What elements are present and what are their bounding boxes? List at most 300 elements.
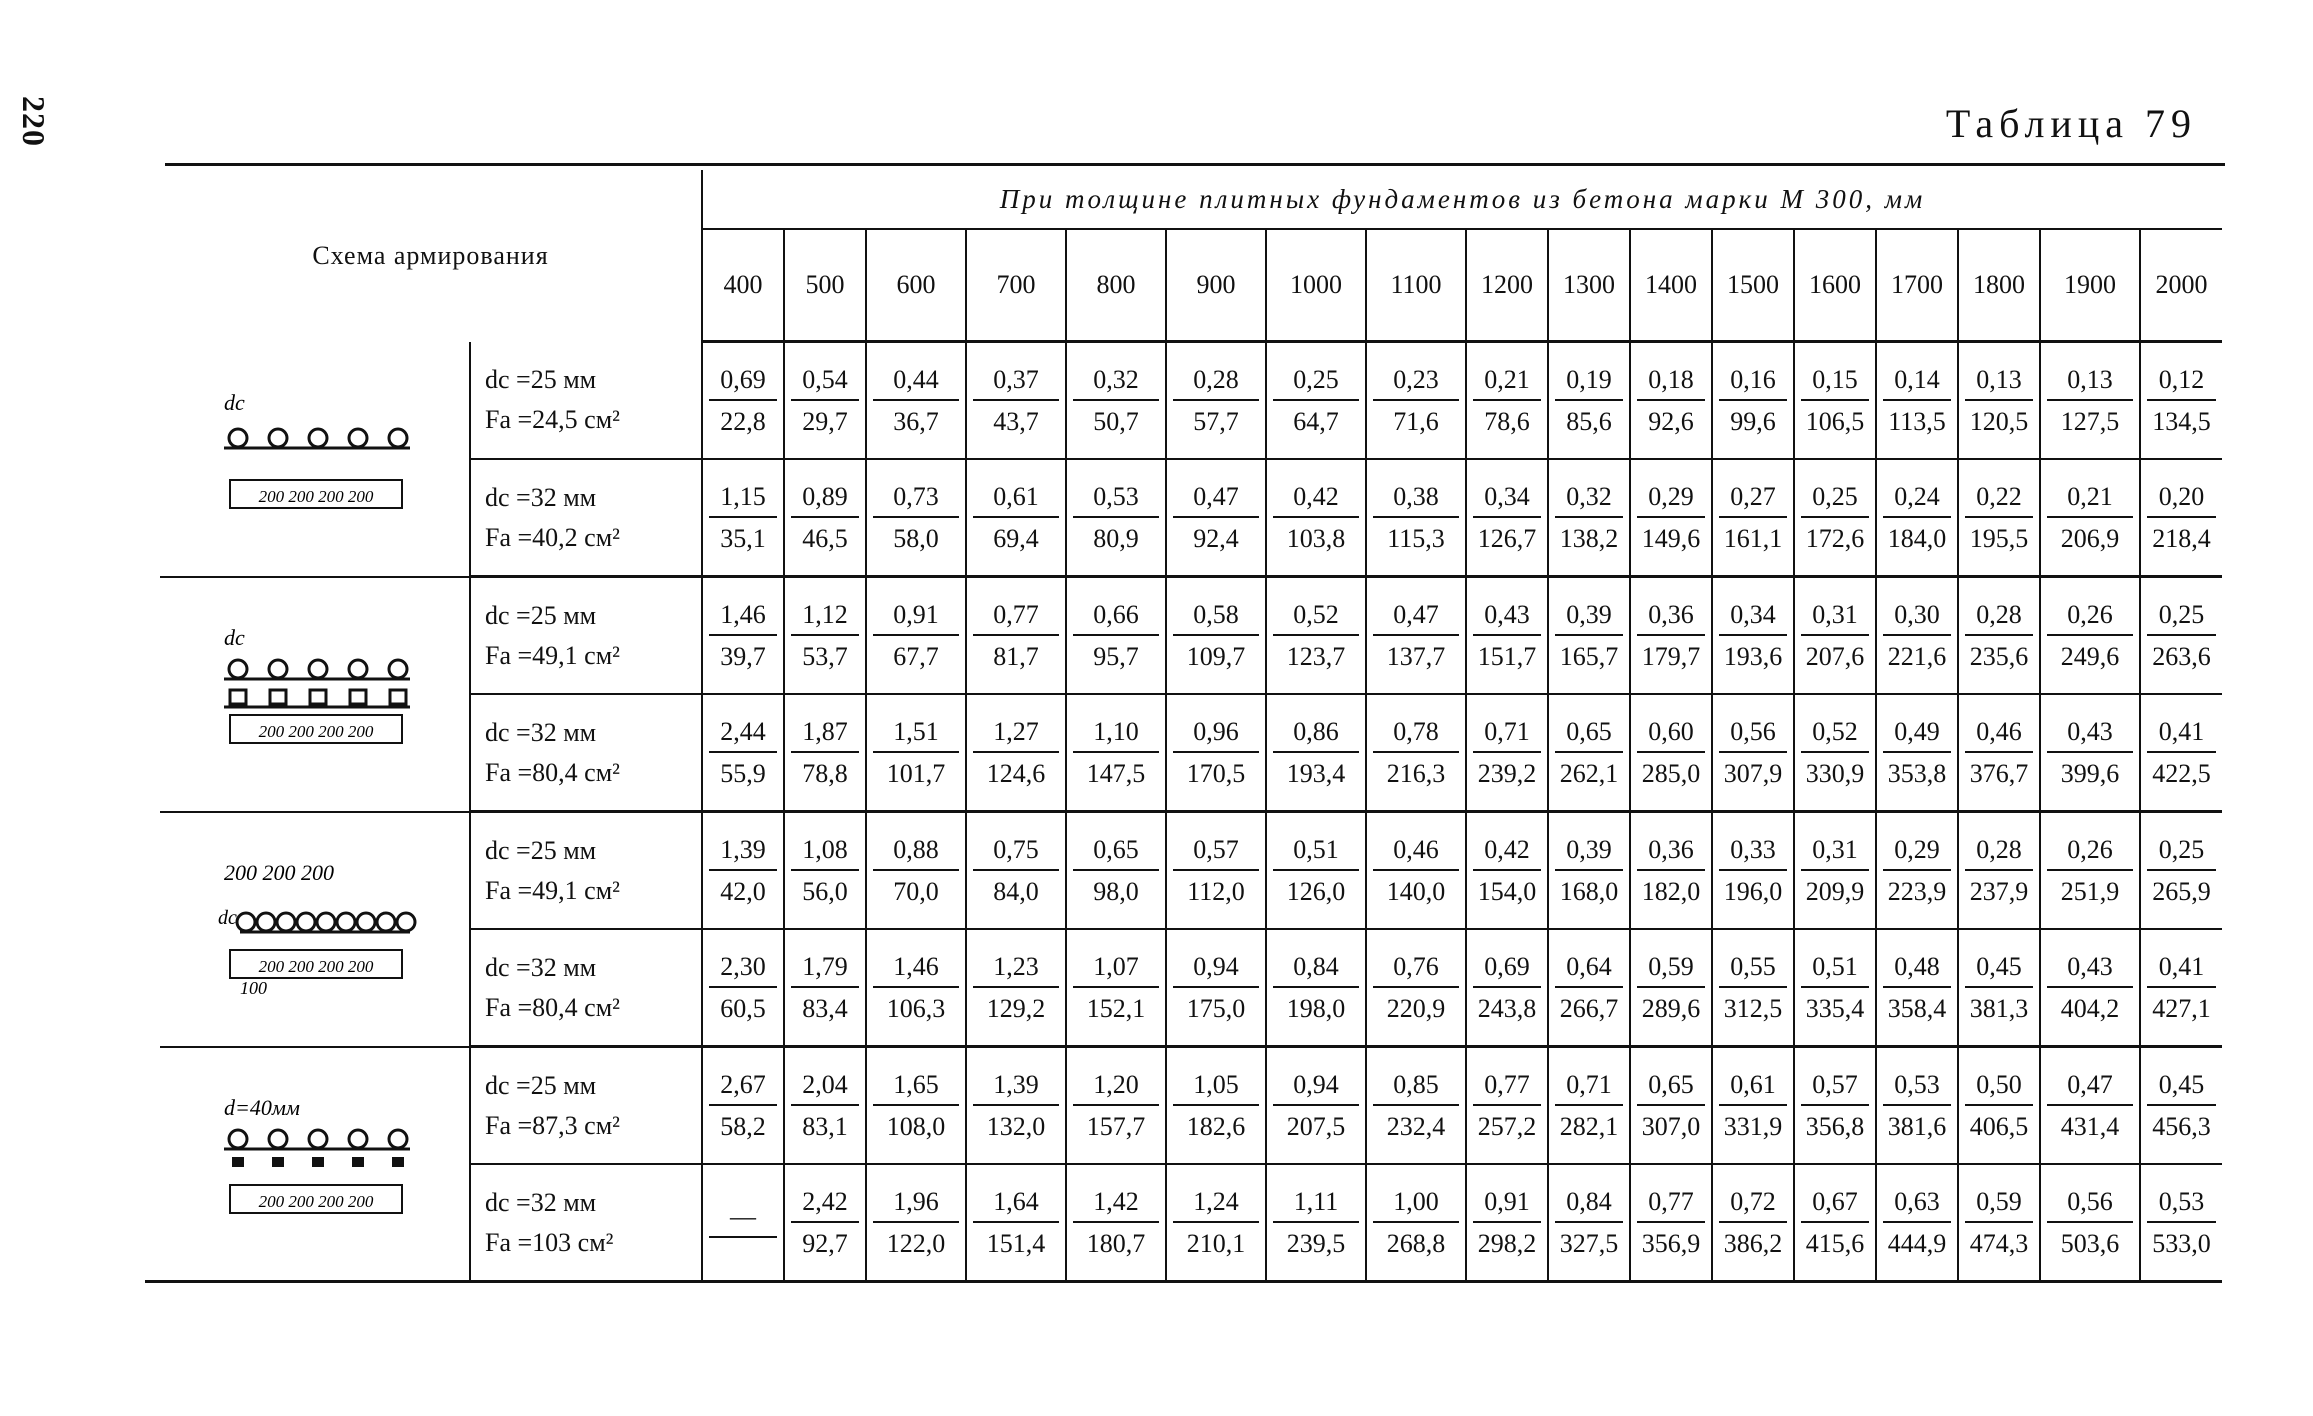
sketch-cell [160,577,470,812]
value-cell [1958,1047,2040,1165]
ratio-value: 0,91 [873,600,959,636]
ratio-value: 0,41 [2147,952,2216,988]
ratio-value: 0,67 [1801,1187,1869,1223]
ratio-value: 1,05 [1173,1070,1259,1106]
reinforcement-sketch-icon [210,1089,420,1239]
column-header: 1500 [1712,229,1794,342]
ratio-value: 0,59 [1637,952,1705,988]
ratio-value: 0,47 [1173,482,1259,518]
ratio-value: 0,86 [1273,717,1359,753]
moment-value: 356,9 [1641,1228,1701,1258]
value-cell [1266,812,1366,930]
value-cell [784,812,866,930]
value-cell [1548,1047,1630,1165]
value-cell [1166,694,1266,812]
column-header: 1700 [1876,229,1958,342]
ratio-value: 0,23 [1373,365,1459,401]
steel-area: Fa =80,4 см² [485,757,620,787]
value-cell [1876,342,1958,460]
moment-value: 39,7 [720,641,766,671]
value-cell [2140,1164,2222,1282]
ratio-value: 0,31 [1801,600,1869,636]
ratio-value: 0,61 [973,482,1059,518]
row-label [470,812,702,930]
ratio-value: 0,28 [1965,600,2033,636]
value-cell [1366,694,1466,812]
value-cell [1958,812,2040,930]
ratio-value: 0,42 [1273,482,1359,518]
moment-value: 35,1 [720,523,766,553]
moment-value: 239,5 [1286,1228,1346,1258]
ratio-value: 0,32 [1073,365,1159,401]
value-cell [1712,1164,1794,1282]
ratio-value: 0,25 [2147,600,2216,636]
value-cell [2140,812,2222,930]
value-cell [1958,342,2040,460]
ratio-value: 1,11 [1273,1187,1359,1223]
ratio-value: 0,53 [1073,482,1159,518]
thickness-header: При толщине плитных фундаментов из бетона марки М 300, мм [702,170,2222,229]
value-cell [784,1164,866,1282]
moment-value: 285,0 [1641,758,1701,788]
moment-value: 218,4 [2152,523,2211,553]
moment-value: 42,0 [720,876,766,906]
value-cell [2140,577,2222,695]
value-cell [1066,342,1166,460]
ratio-value: 0,91 [1473,1187,1541,1223]
ratio-value: 0,15 [1801,365,1869,401]
moment-value: 307,9 [1723,758,1783,788]
ratio-value: 0,39 [1555,600,1623,636]
moment-value: 533,0 [2152,1228,2211,1258]
moment-value: 386,2 [1723,1228,1783,1258]
moment-value: 53,7 [802,641,848,671]
steel-area: Fa =49,1 см² [485,875,620,905]
moment-value: 101,7 [886,758,946,788]
value-cell [1794,929,1876,1047]
value-cell [1266,929,1366,1047]
moment-value: 126,0 [1286,876,1346,906]
moment-value: 106,5 [1805,406,1865,436]
ratio-value: 0,49 [1883,717,1951,753]
value-cell [702,929,784,1047]
moment-value: 55,9 [720,758,766,788]
moment-value: 335,4 [1805,993,1865,1023]
value-cell [1712,812,1794,930]
ratio-value: 1,07 [1073,952,1159,988]
moment-value: 124,6 [986,758,1046,788]
moment-value: 266,7 [1559,993,1619,1023]
moment-value: 193,4 [1286,758,1346,788]
moment-value: 29,7 [802,406,848,436]
ratio-value: 1,24 [1173,1187,1259,1223]
moment-value: 206,9 [2060,523,2120,553]
ratio-value: 1,39 [973,1070,1059,1106]
svg-text:100: 100 [239,978,267,998]
moment-value: 243,8 [1477,993,1537,1023]
column-header: 800 [1066,229,1166,342]
value-cell [1958,694,2040,812]
value-cell [1466,1164,1548,1282]
ratio-value: 0,32 [1555,482,1623,518]
ratio-value: 0,13 [1965,365,2033,401]
moment-value: 251,9 [2060,876,2120,906]
column-header: 900 [1166,229,1266,342]
moment-value: 182,0 [1641,876,1701,906]
column-header: 1000 [1266,229,1366,342]
moment-value: 98,0 [1093,876,1139,906]
value-cell [1630,577,1712,695]
sketch-label: 200 200 200 [223,860,334,885]
value-cell [1266,1164,1366,1282]
value-cell [1876,812,1958,930]
moment-value: 126,7 [1477,523,1537,553]
ratio-value: 0,47 [2047,1070,2133,1106]
ratio-value: 0,55 [1719,952,1787,988]
moment-value: 179,7 [1641,641,1701,671]
value-cell [2040,459,2140,577]
moment-value: 129,2 [986,993,1046,1023]
ratio-value: 1,23 [973,952,1059,988]
moment-value: 209,9 [1805,876,1865,906]
moment-value: 263,6 [2152,641,2211,671]
bar-diameter: dc =25 мм [485,600,597,630]
moment-value: 132,0 [986,1111,1046,1141]
value-cell [1366,929,1466,1047]
svg-text:200 200 200 200: 200 200 200 200 [258,957,373,976]
value-cell [866,1047,966,1165]
moment-value: 223,9 [1887,876,1947,906]
value-cell [1266,1047,1366,1165]
ratio-value: 0,64 [1555,952,1623,988]
steel-area: Fa =87,3 см² [485,1110,620,1140]
moment-value: 122,0 [886,1228,946,1258]
column-header: 1600 [1794,229,1876,342]
reinforcement-sketch-icon [210,854,420,1004]
value-cell [966,459,1066,577]
moment-value: 422,5 [2152,758,2211,788]
ratio-value: 0,58 [1173,600,1259,636]
ratio-value: 0,73 [873,482,959,518]
value-cell [1366,1047,1466,1165]
value-cell [1166,1047,1266,1165]
value-cell [784,459,866,577]
moment-value: 92,4 [1193,523,1239,553]
ratio-value: 0,20 [2147,482,2216,518]
column-header: 1800 [1958,229,2040,342]
moment-value: 115,3 [1387,523,1445,553]
sketch-label: dc [223,389,245,415]
value-cell [784,577,866,695]
ratio-value: 0,51 [1273,835,1359,871]
ratio-value: 0,34 [1719,600,1787,636]
column-header: 600 [866,229,966,342]
moment-value: 184,0 [1887,523,1947,553]
bar-diameter: dc =32 мм [485,1187,597,1217]
ratio-value: 0,21 [1473,365,1541,401]
ratio-value: 0,75 [973,835,1059,871]
ratio-value: 1,79 [791,952,859,988]
value-cell [1630,694,1712,812]
value-cell [784,694,866,812]
ratio-value: 0,41 [2147,717,2216,753]
ratio-value: 0,16 [1719,365,1787,401]
moment-value: 265,9 [2152,876,2211,906]
moment-value: 207,6 [1805,641,1865,671]
steel-area: Fa =24,5 см² [485,404,620,434]
value-cell [2140,1047,2222,1165]
value-cell [1266,459,1366,577]
moment-value: 221,6 [1887,641,1947,671]
value-cell [2040,694,2140,812]
value-cell [1794,459,1876,577]
value-cell [2140,929,2222,1047]
ratio-value: 0,22 [1965,482,2033,518]
ratio-value: 0,44 [873,365,959,401]
value-cell [866,812,966,930]
value-cell [1166,577,1266,695]
ratio-value: 0,12 [2147,365,2216,401]
value-cell [1548,577,1630,695]
svg-text:200 200 200 200: 200 200 200 200 [258,722,373,741]
moment-value: 237,9 [1969,876,2029,906]
value-cell [2040,1047,2140,1165]
moment-value: 103,8 [1286,523,1346,553]
ratio-value: 0,84 [1273,952,1359,988]
value-cell [1876,929,1958,1047]
ratio-value: 2,30 [709,952,777,988]
reinforcement-sketch-icon [210,384,420,534]
value-cell [1712,1047,1794,1165]
value-cell [702,1047,784,1165]
moment-value: 147,5 [1086,758,1146,788]
moment-value: 431,4 [2060,1111,2120,1141]
moment-value: 381,3 [1969,993,2029,1023]
ratio-value: 0,96 [1173,717,1259,753]
value-cell [1466,342,1548,460]
value-cell [1794,1164,1876,1282]
ratio-value: 0,13 [2047,365,2133,401]
moment-value: 415,6 [1805,1228,1865,1258]
moment-value: 503,6 [2060,1228,2120,1258]
ratio-value: 1,42 [1073,1187,1159,1223]
moment-value: 99,6 [1730,406,1776,436]
ratio-value: 0,30 [1883,600,1951,636]
scheme-header: Схема армирования [160,170,702,342]
value-cell [1794,577,1876,695]
ratio-value: 0,56 [2047,1187,2133,1223]
value-cell [1876,694,1958,812]
moment-value: 356,8 [1805,1111,1865,1141]
ratio-value: 1,96 [873,1187,959,1223]
moment-value: 95,7 [1093,641,1139,671]
moment-value: 220,9 [1386,993,1446,1023]
moment-value: 67,7 [893,641,939,671]
value-cell [1548,694,1630,812]
value-cell [966,929,1066,1047]
ratio-value: 0,65 [1637,1070,1705,1106]
moment-value: 149,6 [1641,523,1701,553]
ratio-value: 0,34 [1473,482,1541,518]
ratio-value: 0,56 [1719,717,1787,753]
value-cell [1466,929,1548,1047]
value-cell [1466,459,1548,577]
moment-value: 399,6 [2060,758,2120,788]
ratio-value: 0,29 [1883,835,1951,871]
value-cell [1066,1164,1166,1282]
ratio-value: 1,20 [1073,1070,1159,1106]
moment-value: 123,7 [1286,641,1346,671]
value-cell [1166,459,1266,577]
ratio-value: 0,31 [1801,835,1869,871]
ratio-value: 0,61 [1719,1070,1787,1106]
ratio-value: 2,67 [709,1070,777,1106]
value-cell [1876,1164,1958,1282]
ratio-value: 0,54 [791,365,859,401]
moment-value: 474,3 [1969,1228,2029,1258]
ratio-value: 0,47 [1373,600,1459,636]
moment-value: 58,2 [720,1111,766,1141]
value-cell [1794,812,1876,930]
ratio-value: 0,77 [1637,1187,1705,1223]
value-cell [1166,929,1266,1047]
ratio-value: 0,77 [1473,1070,1541,1106]
moment-value: 151,4 [986,1228,1046,1258]
reinforcement-table [160,170,2222,1283]
ratio-value: 0,45 [1965,952,2033,988]
ratio-value: 2,44 [709,717,777,753]
value-cell [1794,694,1876,812]
bar-diameter: dc =25 мм [485,835,597,865]
value-cell [1630,929,1712,1047]
ratio-value: 0,39 [1555,835,1623,871]
ratio-value: 0,60 [1637,717,1705,753]
moment-value: 137,7 [1386,641,1446,671]
value-cell [966,1164,1066,1282]
moment-value: 331,9 [1723,1111,1783,1141]
value-cell [1066,929,1166,1047]
moment-value: 154,0 [1477,876,1537,906]
moment-value: 60,5 [720,993,766,1023]
moment-value: 249,6 [2060,641,2120,671]
moment-value: 151,7 [1477,641,1537,671]
value-cell [1876,1047,1958,1165]
moment-value: 353,8 [1887,758,1947,788]
value-cell [702,812,784,930]
value-cell [1466,694,1548,812]
ratio-value: 0,36 [1637,600,1705,636]
moment-value: 257,2 [1477,1111,1537,1141]
value-cell [1712,929,1794,1047]
moment-value: 268,8 [1386,1228,1446,1258]
bar-diameter: dc =32 мм [485,952,597,982]
value-cell [2140,694,2222,812]
value-cell [866,929,966,1047]
value-cell [702,342,784,460]
ratio-value: 0,77 [973,600,1059,636]
value-cell [1958,929,2040,1047]
moment-value: 46,5 [802,523,848,553]
sketch-label: d=40мм [223,1095,300,1120]
ratio-value: 0,50 [1965,1070,2033,1106]
ratio-value: 0,63 [1883,1187,1951,1223]
ratio-value: 0,57 [1801,1070,1869,1106]
value-cell [966,342,1066,460]
moment-value: 239,2 [1477,758,1537,788]
ratio-value: 0,25 [2147,835,2216,871]
ratio-value: 0,76 [1373,952,1459,988]
moment-value: 112,0 [1187,876,1245,906]
moment-value: 195,5 [1969,523,2029,553]
ratio-value: 0,37 [973,365,1059,401]
ratio-value: 0,52 [1801,717,1869,753]
value-cell [1366,577,1466,695]
moment-value: 56,0 [802,876,848,906]
moment-value: 85,6 [1566,406,1612,436]
value-cell [1548,459,1630,577]
value-cell [1266,577,1366,695]
ratio-value: 0,24 [1883,482,1951,518]
ratio-value: 1,65 [873,1070,959,1106]
row-label [470,459,702,577]
value-cell [1548,342,1630,460]
moment-value: 444,9 [1887,1228,1947,1258]
ratio-value: 1,10 [1073,717,1159,753]
moment-value: 165,7 [1559,641,1619,671]
page-number: 220 [16,96,52,147]
moment-value: 327,5 [1559,1228,1619,1258]
moment-value: 381,6 [1887,1111,1947,1141]
moment-value: 140,0 [1386,876,1446,906]
moment-value: 157,7 [1086,1111,1146,1141]
moment-value: 330,9 [1805,758,1865,788]
value-cell [2040,1164,2140,1282]
ratio-value: 2,04 [791,1070,859,1106]
moment-value: 81,7 [993,641,1039,671]
ratio-value: 0,94 [1273,1070,1359,1106]
ratio-value: 0,65 [1073,835,1159,871]
value-cell [1366,459,1466,577]
ratio-value: 0,26 [2047,835,2133,871]
value-cell [2040,812,2140,930]
ratio-value: 0,45 [2147,1070,2216,1106]
value-cell [1066,459,1166,577]
moment-value: 120,5 [1969,406,2029,436]
steel-area: Fa =103 см² [485,1227,614,1257]
value-cell [702,694,784,812]
moment-value: 262,1 [1559,758,1619,788]
moment-value: 358,4 [1887,993,1947,1023]
value-cell [1548,929,1630,1047]
moment-value: 64,7 [1293,406,1339,436]
moment-value: 161,1 [1723,523,1783,553]
svg-text:200 200 200 200: 200 200 200 200 [258,486,373,506]
value-cell [1712,342,1794,460]
moment-value: 404,2 [2060,993,2120,1023]
value-cell [784,1047,866,1165]
value-cell [966,694,1066,812]
moment-value: 134,5 [2152,406,2211,436]
steel-area: Fa =40,2 см² [485,522,620,552]
moment-value: 289,6 [1641,993,1701,1023]
moment-value: 207,5 [1286,1111,1346,1141]
column-header: 1200 [1466,229,1548,342]
value-cell [2140,342,2222,460]
ratio-value: 0,71 [1555,1070,1623,1106]
value-cell [1366,342,1466,460]
value-cell [1266,342,1366,460]
column-header: 2000 [2140,229,2222,342]
